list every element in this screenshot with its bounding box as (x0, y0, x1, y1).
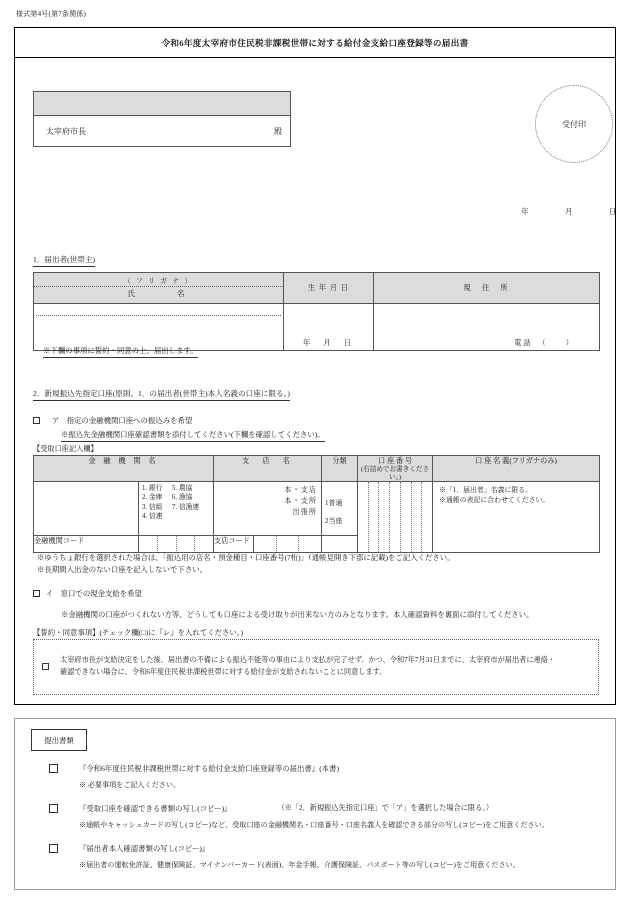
institution-code-boxes[interactable] (139, 536, 213, 551)
account-holder-header (433, 456, 600, 482)
branch-code-digit-box[interactable] (254, 536, 277, 551)
doc-checkbox-wrap-2[interactable] (49, 803, 79, 814)
account-kind-options (322, 482, 357, 530)
holder-note-1: ※「1．届出者」名義に限る。 (439, 487, 533, 495)
addressee-name-row (34, 116, 290, 146)
addressee-blank-row (34, 92, 290, 116)
date-day-label: 日 (608, 207, 617, 216)
phone-label: 電話 （ ） (514, 339, 575, 347)
submission-documents-label: 提出書類 (44, 735, 74, 745)
branch-code-label-cell (214, 536, 254, 553)
account-kind-spacer-cell (322, 536, 358, 553)
pledge-checkbox[interactable] (42, 663, 49, 670)
pledge-intro-text: ※下欄の事項に誓約・同意の上、届出します。 (43, 345, 198, 358)
name-entry-area[interactable] (34, 304, 283, 350)
bank-account-table (33, 455, 600, 553)
option-i-row (33, 588, 142, 599)
bank-input-row (34, 482, 600, 536)
institution-name-label: 金 融 機 関 名 (88, 457, 159, 465)
institution-code-cell[interactable] (139, 536, 214, 553)
furigana-divider (36, 315, 281, 316)
institution-name-cell[interactable] (34, 482, 139, 536)
addressee-block (33, 91, 291, 147)
type-no-5: 5. (172, 485, 178, 493)
section1-heading: 1．届出者(世帯主) (33, 254, 95, 267)
receipt-stamp-label: 受付印 (562, 119, 586, 129)
doc-paren-2: （※「2．新規振込先指定口座」で「ア」を選択した場合に限る。） (277, 804, 494, 812)
submission-date-line (521, 206, 617, 217)
address-header (374, 273, 600, 304)
acct-digit-box[interactable] (401, 482, 412, 552)
inst-code-digit-box[interactable] (195, 536, 213, 551)
pledge-checkbox-wrap[interactable] (42, 663, 56, 671)
option-a-row (33, 415, 192, 426)
birthdate-cell[interactable] (284, 304, 374, 351)
account-number-boxes[interactable] (358, 482, 432, 552)
main-form-frame (14, 27, 616, 705)
account-number-cell[interactable] (358, 482, 433, 553)
branch-option-shucchojo: 出張所 (292, 507, 318, 516)
acct-digit-box[interactable] (422, 482, 432, 552)
branch-option-shisho: 本・支所 (284, 496, 318, 505)
date-year-label: 年 (521, 207, 530, 216)
applicant-table (33, 272, 600, 351)
acct-digit-box[interactable] (390, 482, 401, 552)
applicant-name-header (34, 273, 284, 304)
account-number-label: 口 座 番 号 (377, 457, 413, 465)
form-body (15, 58, 615, 704)
form-number: 様式第4号(第7条関係) (16, 10, 87, 18)
inst-code-digit-box[interactable] (139, 536, 158, 551)
doc-checkbox-wrap-3[interactable] (49, 843, 79, 854)
type-label-2: 金庫 (148, 494, 163, 502)
option-a-label: ア 指定の金融機関口座への振込みを希望 (51, 416, 193, 425)
bank-table-caption: 【受取口座記入欄】 (33, 445, 98, 453)
option-a-checkbox[interactable] (33, 417, 40, 424)
type-no-2: 2. (142, 494, 148, 502)
type-label-5: 農協 (178, 485, 193, 493)
option-a-note: ※振込先金融機関口座確認書類を添付してください(下欄を確認してください)。 (61, 429, 325, 442)
type-label-7: 信漁連 (178, 503, 200, 511)
doc-note-2: ※通帳やキャッシュカードの写し(コピー)など、受取口座の金融機関名・口座番号・口座名義人を確認できる部分の写し(コピー)をご用意ください。 (79, 821, 549, 829)
pledge-text-line1: 太宰府市長が支給決定をした後、届出書の不備による振込不能等の事由により支払が完了せず、かつ、令和7年7月31日までに、太宰府市が届出者に連絡・ (60, 656, 556, 665)
option-i-label: イ 窓口での現金支給を希望 (45, 589, 142, 598)
option-i-checkbox[interactable] (33, 590, 40, 597)
applicant-name-cell[interactable] (34, 304, 284, 351)
doc-item-2-row (49, 803, 609, 814)
kind-option-futsu: 1普通 (325, 499, 343, 508)
receipt-stamp-circle (535, 85, 613, 163)
birthdate-header (284, 273, 374, 304)
birthdate-placeholder: 年 月 日 (303, 339, 354, 347)
type-no-3: 3. (142, 503, 148, 511)
bank-header-row (34, 456, 600, 482)
submission-documents-frame (14, 718, 616, 890)
option-i-note: ※金融機関の口座がつくれない方等、どうしても口座による受け取りが出来ない方のみとなります。本人確認資料を裏面に添付してください。 (61, 610, 534, 619)
acct-digit-box[interactable] (358, 482, 369, 552)
birthdate-label: 生 年 月 日 (307, 284, 350, 292)
applicant-input-row (34, 304, 600, 351)
kind-option-toza: 2当座 (325, 517, 343, 526)
branch-option-honten: 本・支店 (284, 486, 318, 495)
branch-name-header (214, 456, 322, 482)
institution-code-label: 金融機関コード (34, 537, 85, 546)
doc-checkbox-1[interactable] (49, 764, 58, 773)
doc-checkbox-2[interactable] (49, 804, 58, 813)
birthdate-entry-area[interactable] (284, 304, 373, 350)
pledge-consent-box (33, 639, 599, 695)
addressee-name: 太宰府市長 (46, 126, 86, 136)
branch-code-digit-box[interactable] (299, 536, 321, 551)
doc-item-3 (49, 843, 609, 870)
address-label: 現 住 所 (463, 284, 510, 292)
inst-code-digit-box[interactable] (158, 536, 177, 551)
doc-label-1: 『令和6年度住民税非課税世帯に対する給付金支給口座登録等の届出書』(本書) (79, 764, 339, 773)
account-kind-header (322, 456, 358, 482)
type-label-6: 漁協 (178, 494, 193, 502)
doc-note-3: ※届出者の運転免許証、健康保険証、マイナンバーカード(表面)、年金手帳、介護保険証、パスポート等の写し(コピー)をご用意ください。 (79, 861, 520, 869)
doc-checkbox-wrap-1[interactable] (49, 763, 79, 774)
account-kind-cell[interactable] (322, 482, 358, 536)
institution-type-list (139, 482, 213, 521)
acct-digit-box[interactable] (369, 482, 380, 552)
address-cell[interactable] (374, 304, 600, 351)
bank-note-2: ※長期間入出金のない口座を記入しないで下さい。 (37, 565, 207, 574)
section2-heading: 2．新規振込先指定口座(原則、1．の届出者(世帯主)本人名義の口座に限る。) (33, 388, 290, 401)
address-entry-area[interactable] (374, 304, 599, 350)
name-label: 氏 名 (127, 289, 190, 298)
date-month-label: 月 (564, 207, 574, 216)
acct-digit-box[interactable] (412, 482, 423, 552)
doc-checkbox-3[interactable] (49, 844, 58, 853)
bank-note-1: ※ゆうちょ銀行を選択された場合は、「振込用の店名・預金種目・口座番号(7桁)」（通帳見開き下部に記載)をご記入ください。 (37, 553, 455, 562)
acct-digit-box[interactable] (379, 482, 390, 552)
holder-note-2: ※通帳の表記に合わせてください。 (439, 497, 550, 505)
doc-label-2: 『受取口座を確認できる書類の写し(コピー)』 (79, 804, 232, 813)
addressee-honorific: 殿 (274, 126, 282, 136)
account-number-header (358, 456, 433, 482)
type-no-6: 6. (172, 494, 178, 502)
form-title-band (15, 28, 615, 58)
type-label-4: 信連 (148, 512, 163, 520)
branch-code-label: 支店コード (214, 537, 250, 546)
doc-note-1: ※ 必要事項をご記入ください。 (79, 781, 181, 789)
branch-name-cell[interactable] (214, 482, 322, 536)
doc-item-1 (49, 763, 609, 790)
submission-documents-tab (31, 729, 87, 751)
type-label-1: 銀行 (148, 485, 163, 493)
branch-code-digit-box[interactable] (277, 536, 300, 551)
doc-item-2 (49, 803, 609, 830)
institution-type-cell[interactable] (139, 482, 214, 536)
applicant-header-row (34, 273, 600, 304)
pledge-text-line2: 確認できない場合に、令和6年度住民税非課税世帯に対する給付金が支給されないことに同意します。 (60, 668, 387, 676)
doc-label-3: 『届出者本人確認書類の写し(コピー)』 (79, 844, 210, 853)
branch-code-cell[interactable] (254, 536, 322, 553)
page-title: 令和6年度太宰府市住民税非課税世帯に対する給付金支給口座登録等の届出書 (161, 37, 469, 48)
doc-item-1-row (49, 763, 609, 774)
account-holder-notes (433, 482, 599, 506)
type-label-3: 信組 (148, 503, 163, 511)
doc-item-3-row (49, 843, 609, 854)
pledge-heading: 【誓約・同意事項】(チェック欄(□)に『レ』を入れてください。) (33, 628, 243, 637)
pledge-text (56, 655, 555, 679)
type-no-4: 4. (142, 512, 148, 520)
branch-options-list (214, 482, 321, 517)
account-holder-cell[interactable] (433, 482, 600, 553)
branch-name-label: 支 店 名 (242, 457, 293, 465)
account-kind-label: 分類 (332, 457, 347, 465)
inst-code-digit-box[interactable] (177, 536, 196, 551)
type-no-1: 1. (142, 485, 148, 493)
furigana-label: （ フ リ ガ ナ ） (34, 273, 283, 287)
account-holder-label: 口 座 名 義(フリガナのみ) (475, 457, 557, 465)
institution-name-header (34, 456, 214, 482)
institution-code-label-cell (34, 536, 139, 553)
account-number-sublabel: (右詰めでお書きください。) (360, 466, 430, 481)
type-no-7: 7. (172, 503, 178, 511)
branch-code-boxes[interactable] (254, 536, 321, 551)
